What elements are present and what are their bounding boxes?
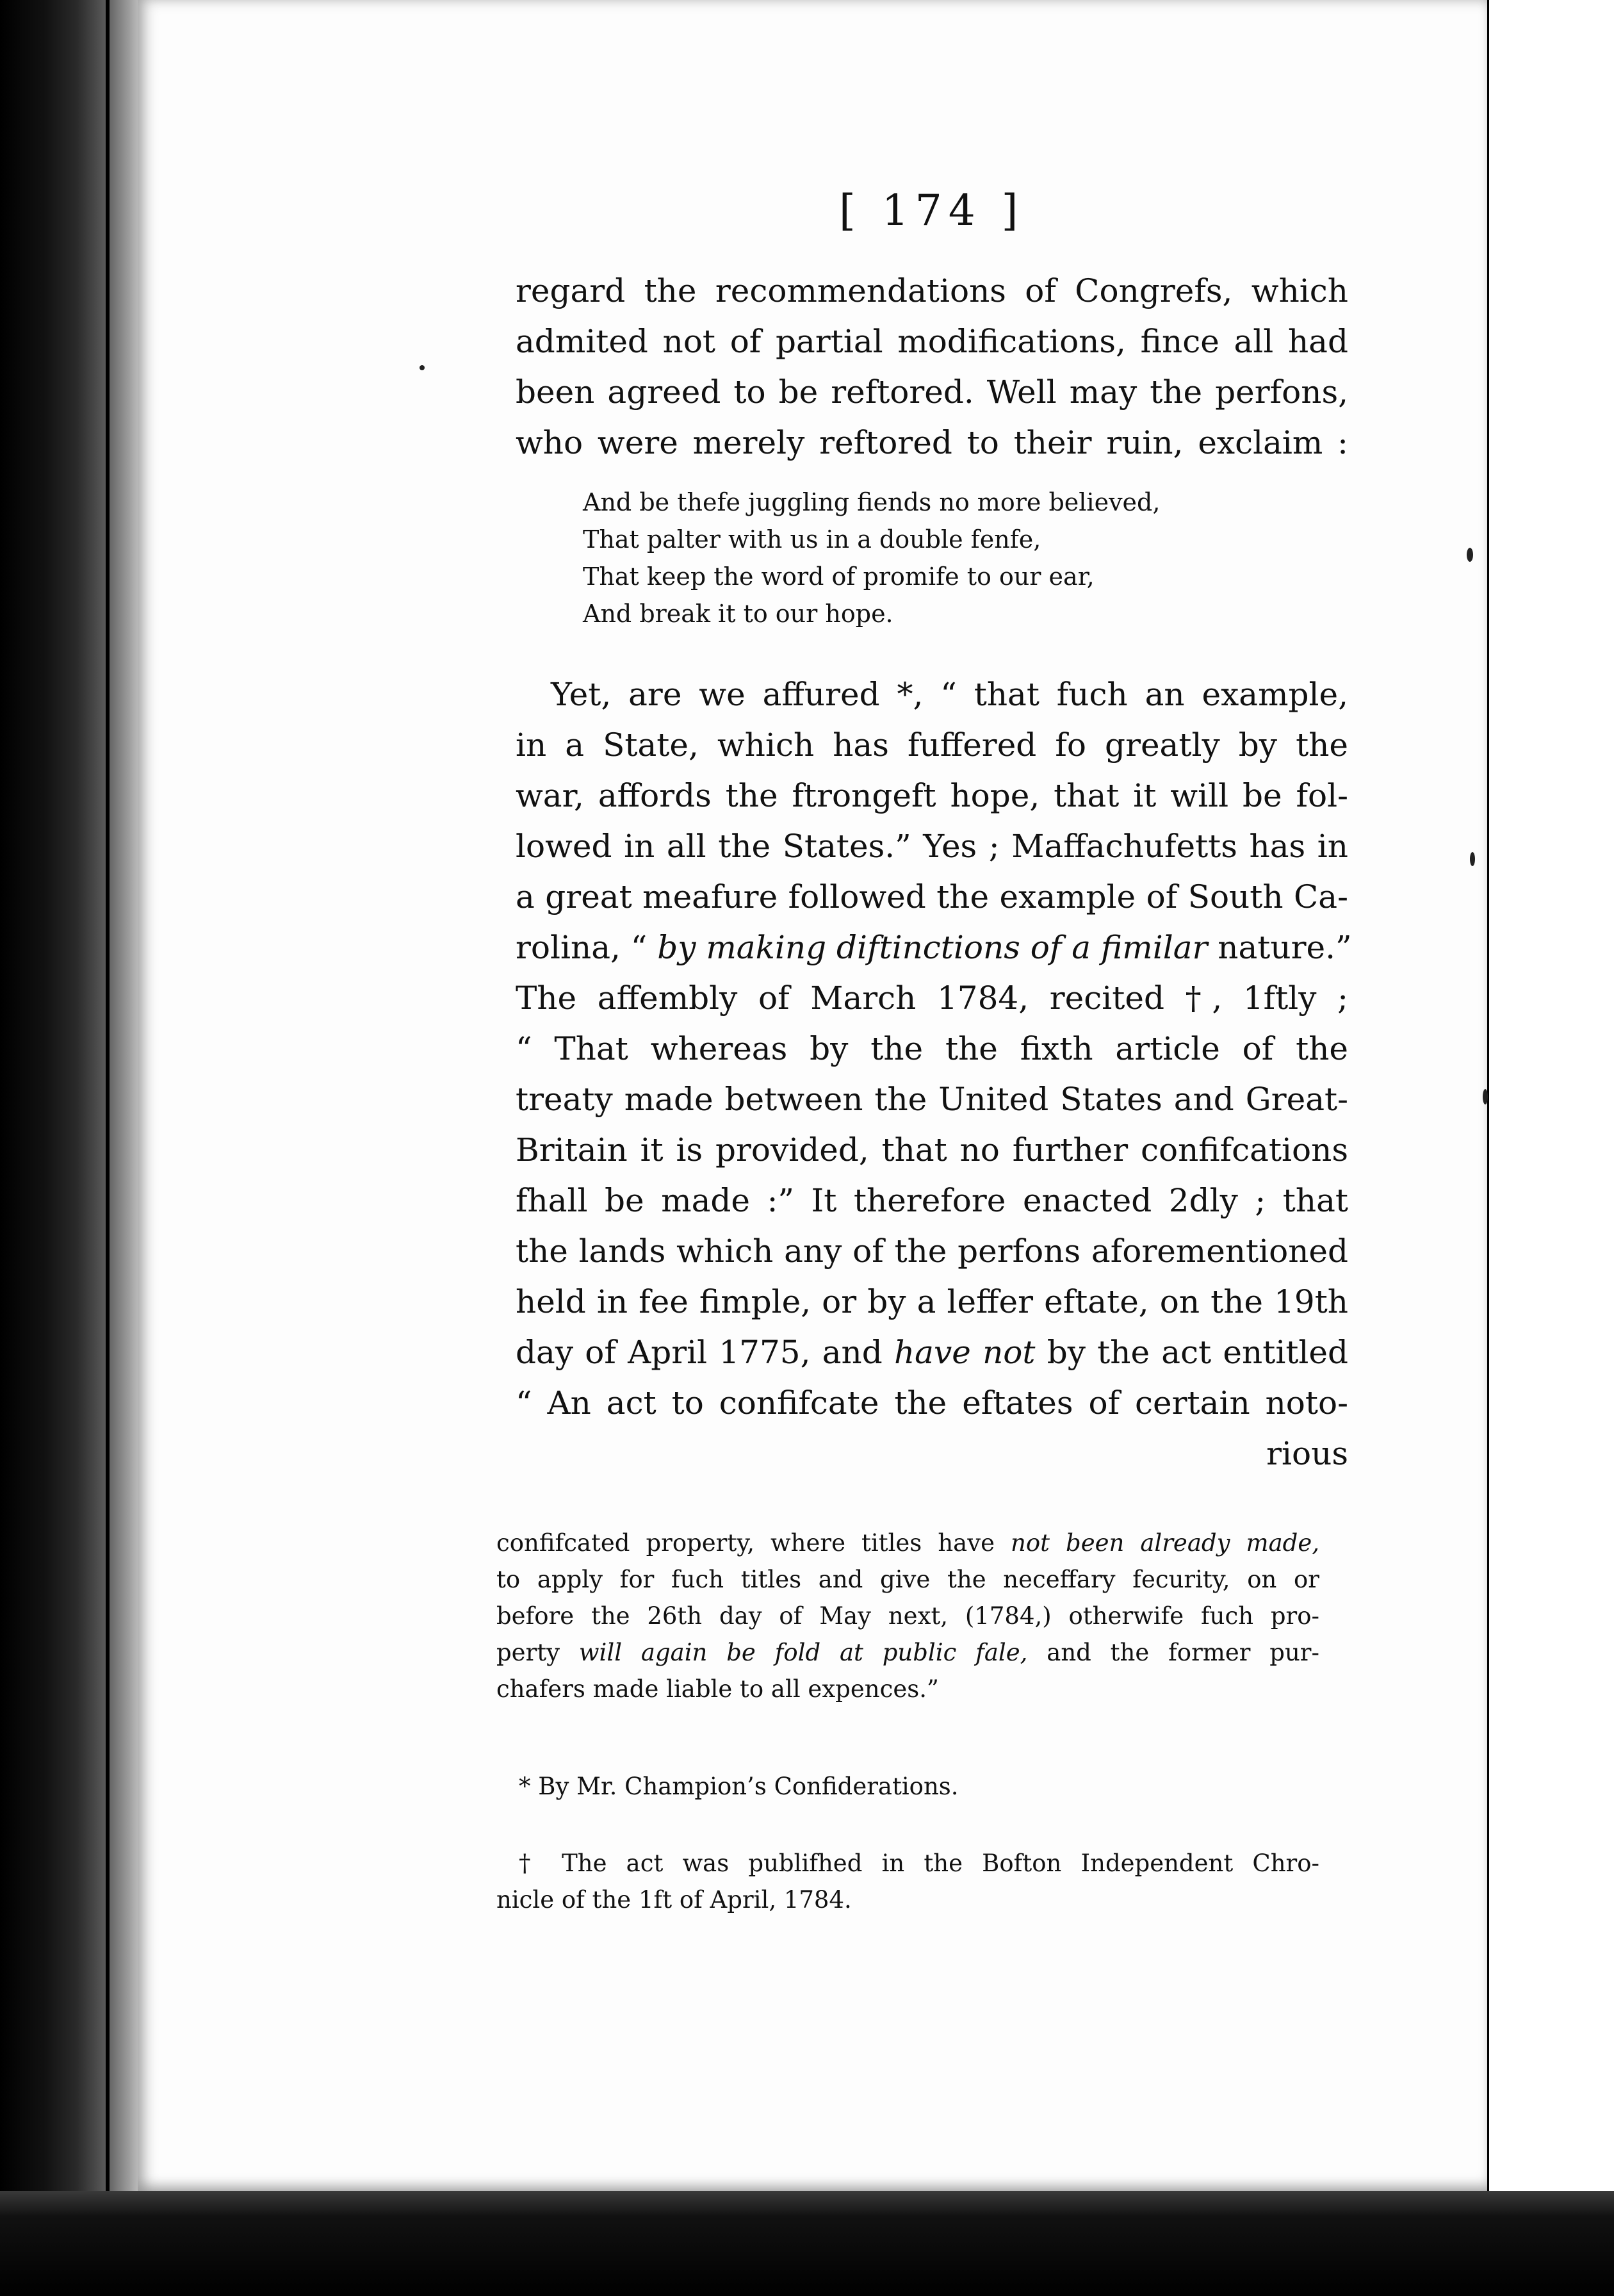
italic-run: will again be fold at public fale, bbox=[578, 1639, 1028, 1666]
scan-mark bbox=[420, 365, 425, 370]
verse-line: That palter with us in a double fenfe, bbox=[583, 525, 1041, 554]
book-binding-edge bbox=[0, 0, 147, 2296]
text-line: held in fee fimple, or by a leffer eftate, on the 19th bbox=[516, 1283, 1348, 1320]
text-run: day of April 1775, and bbox=[516, 1334, 894, 1371]
text-line: “ That whereas by the the fixth article of the bbox=[516, 1030, 1348, 1067]
text-line: regard the recommendations of Congrefs, which bbox=[516, 272, 1348, 309]
footnote-dagger bbox=[496, 1845, 1319, 1918]
text-run: and the former pur- bbox=[1027, 1639, 1319, 1666]
binding-shadow-line bbox=[106, 0, 110, 2296]
verse-quotation bbox=[583, 484, 1160, 632]
verse-line: That keep the word of promife to our ear, bbox=[583, 562, 1095, 591]
note-line: † The act was publifhed in the Bofton Independent Chro- bbox=[519, 1849, 1319, 1877]
note-line: * By Mr. Champion’s Confiderations. bbox=[519, 1773, 959, 1800]
note-line: before the 26th day of May next, (1784,) otherwife fuch pro- bbox=[496, 1602, 1319, 1630]
verse-line: And break it to our hope. bbox=[583, 600, 893, 628]
text-line: admited not of partial modifications, fince all had bbox=[516, 323, 1348, 360]
text-line: been agreed to be reftored. Well may the perfons, bbox=[516, 373, 1348, 411]
italic-run: not been already made, bbox=[1011, 1529, 1319, 1557]
note-line: nicle of the 1ft of April, 1784. bbox=[496, 1886, 852, 1914]
text-line: fhall be made :” It therefore enacted 2dly ; that bbox=[516, 1182, 1348, 1219]
scan-mark bbox=[1470, 852, 1475, 866]
text-line bbox=[516, 1327, 1348, 1378]
text-line: lowed in all the States.” Yes ; Maffachufetts has in bbox=[516, 828, 1348, 865]
italic-run: have not bbox=[893, 1334, 1036, 1371]
footnote-asterisk bbox=[496, 1768, 1319, 1805]
text-run: rolina, “ bbox=[516, 929, 658, 966]
footnote-continuation bbox=[496, 1525, 1319, 1707]
text-line: the lands which any of the perfons aforementioned bbox=[516, 1233, 1348, 1270]
text-line bbox=[516, 922, 1352, 973]
scan-mark bbox=[1467, 548, 1473, 562]
scan-mark bbox=[1483, 1089, 1488, 1104]
paragraph-continuation bbox=[516, 266, 1348, 468]
catchword: rious bbox=[1266, 1435, 1348, 1472]
note-line bbox=[496, 1634, 1319, 1671]
text-line: “ An act to confifcate the eftates of certain noto- bbox=[516, 1384, 1348, 1422]
note-line bbox=[496, 1525, 1319, 1561]
text-line: treaty made between the United States and Great- bbox=[516, 1081, 1348, 1118]
text-line: Britain it is provided, that no further confifcations bbox=[516, 1131, 1348, 1168]
note-line: chafers made liable to all expences.” bbox=[496, 1675, 939, 1703]
scan-bottom-edge bbox=[0, 2191, 1614, 2296]
text-line: who were merely reftored to their ruin, exclaim : bbox=[516, 424, 1348, 461]
text-run: by the act entitled bbox=[1035, 1334, 1348, 1371]
verse-line: And be thefe juggling fiends no more believed, bbox=[583, 488, 1161, 516]
text-line: in a State, which has fuffered fo greatly by the bbox=[516, 726, 1348, 764]
italic-run: by making diftinctions of a fimilar bbox=[657, 929, 1208, 966]
text-line: The affembly of March 1784, recited †, 1ftly ; bbox=[516, 980, 1348, 1017]
facing-page-strip bbox=[1489, 0, 1614, 2296]
text-run: nature.” bbox=[1207, 929, 1352, 966]
page-number: [ 174 ] bbox=[839, 186, 1025, 235]
note-line: to apply for fuch titles and give the neceffary fecurity, on or bbox=[496, 1566, 1319, 1593]
text-run: confifcated property, where titles have bbox=[496, 1529, 1011, 1557]
text-line: war, affords the ftrongeft hope, that it will be fol- bbox=[516, 777, 1348, 814]
main-paragraph bbox=[516, 669, 1352, 1479]
text-run: perty bbox=[496, 1639, 579, 1666]
text-line: Yet, are we affured *, “ that fuch an example, bbox=[551, 676, 1348, 713]
text-line: a great meafure followed the example of South Ca- bbox=[516, 878, 1348, 915]
